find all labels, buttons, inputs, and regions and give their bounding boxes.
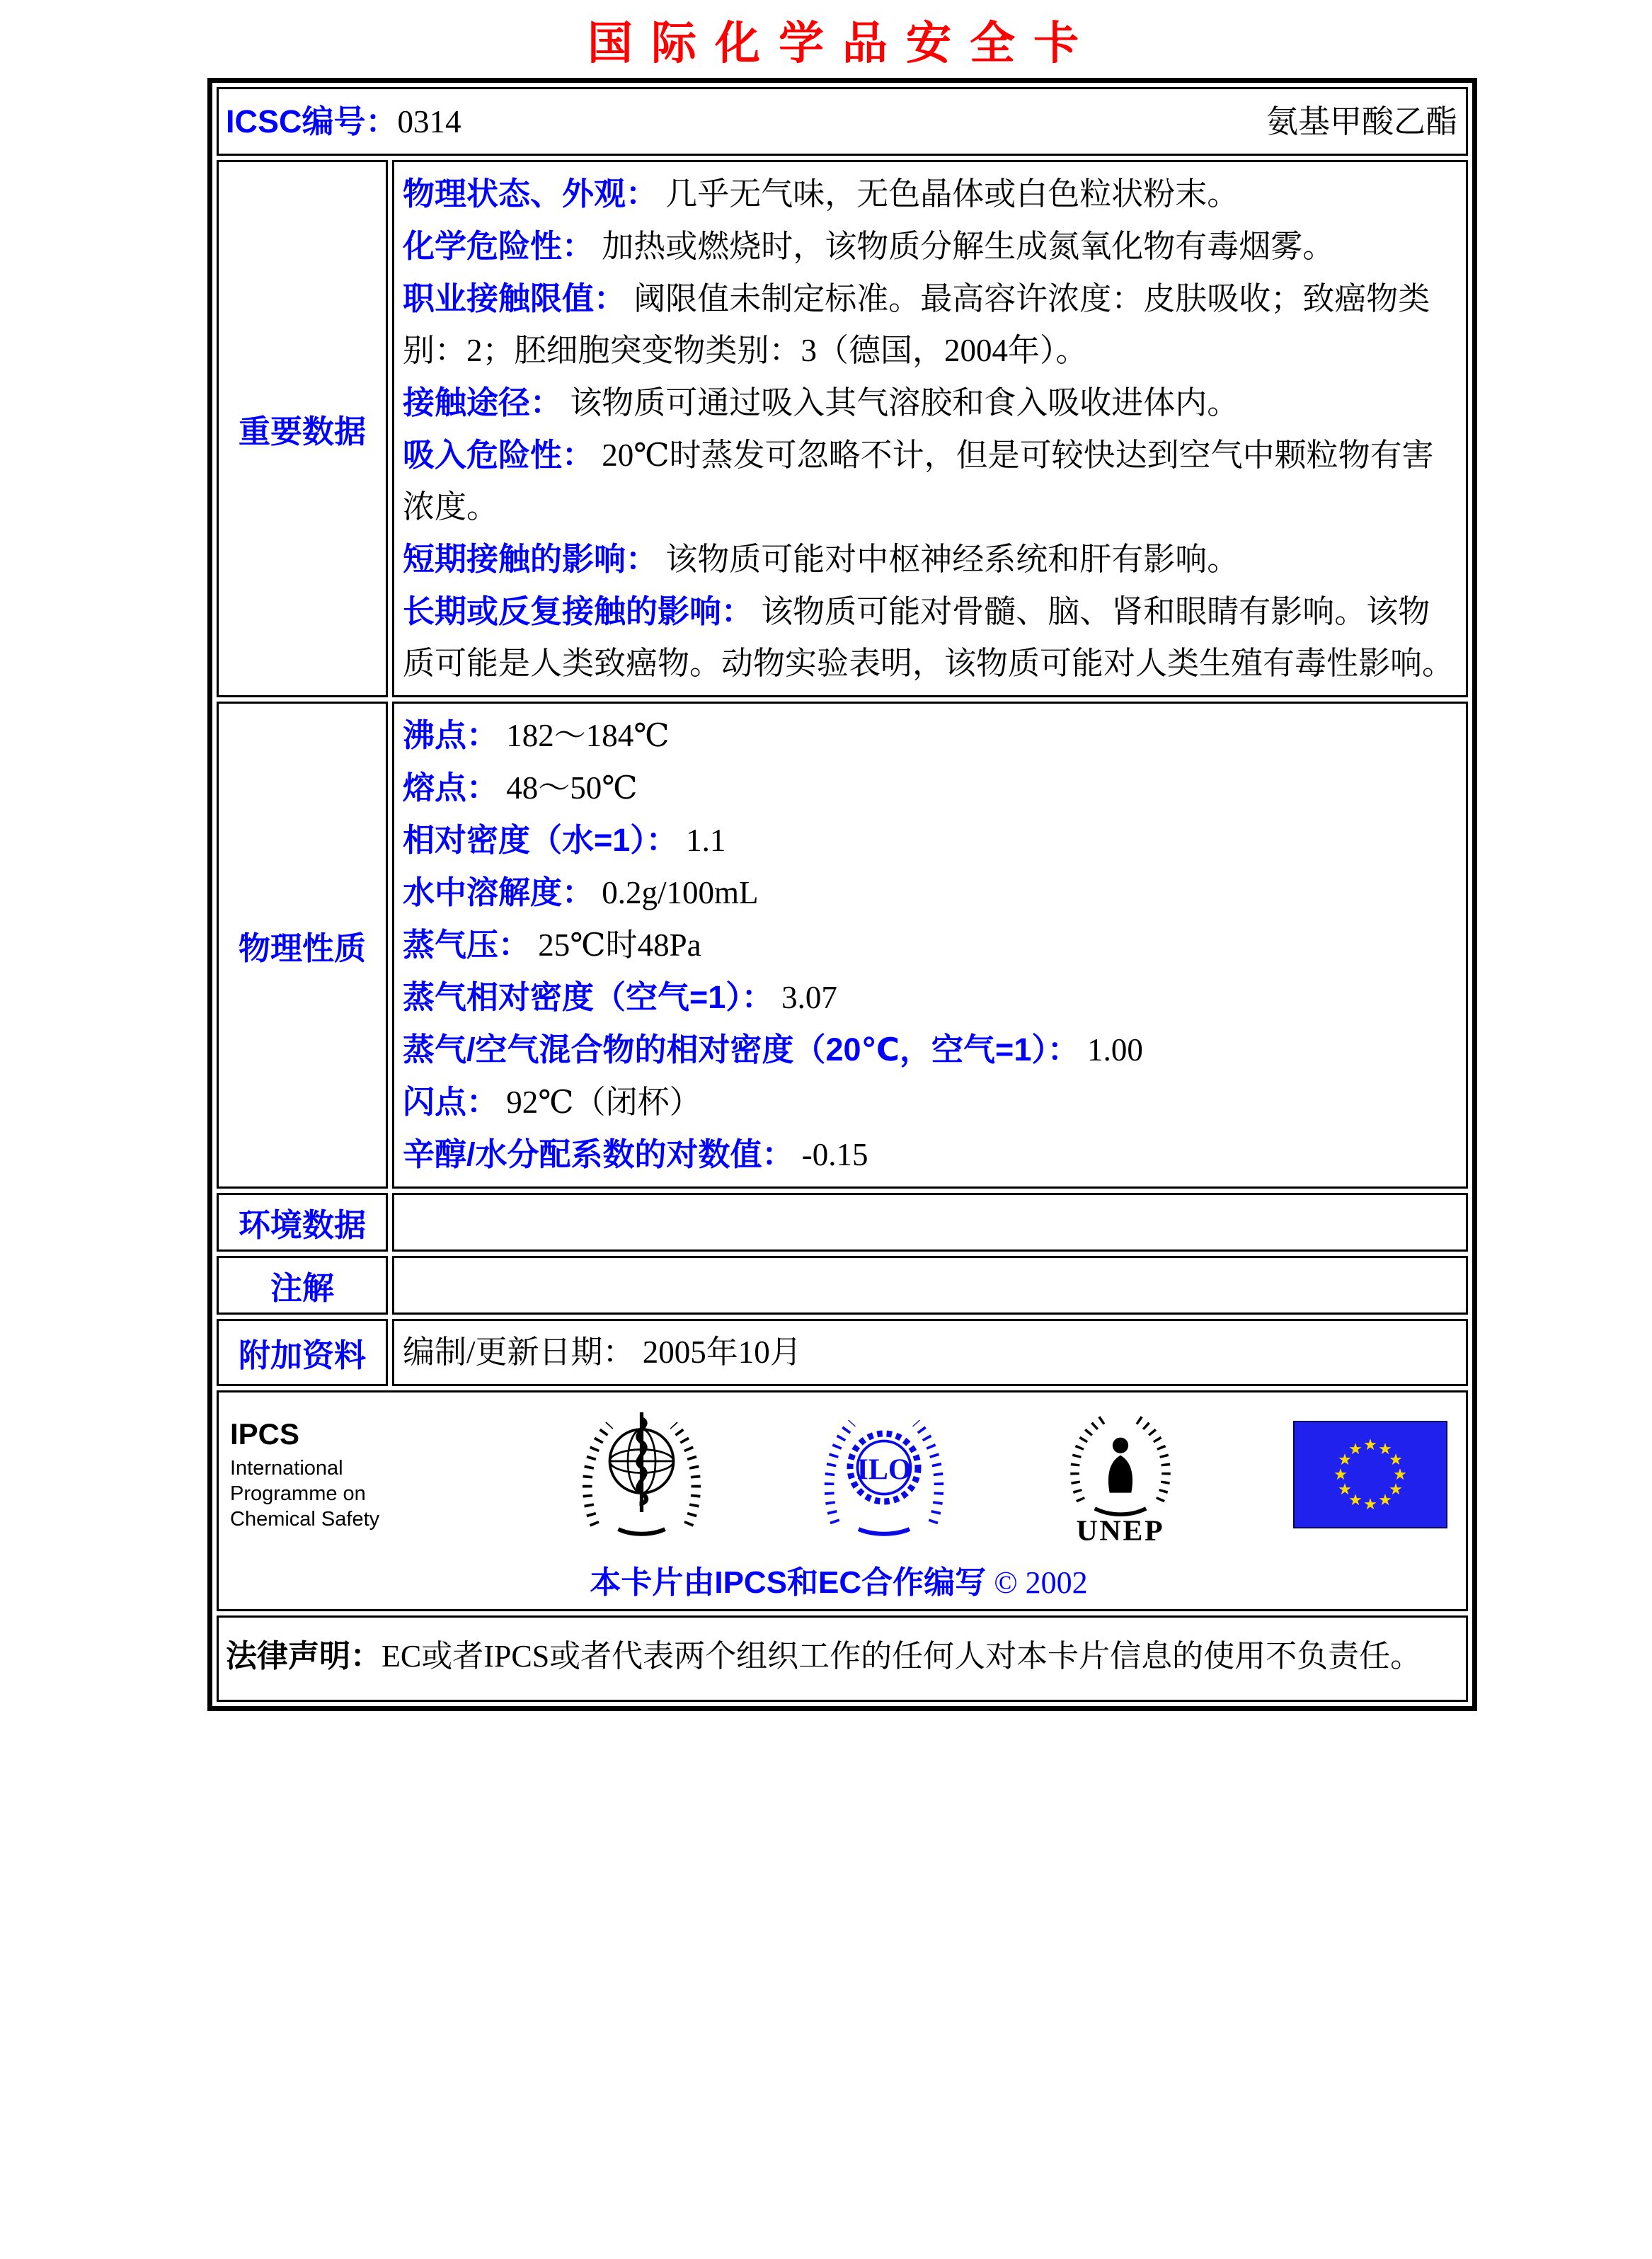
property-label: 物理状态、外观： <box>403 176 658 212</box>
svg-text:★: ★ <box>1389 1451 1403 1470</box>
property-value: 该物质可通过吸入其气溶胶和食入吸收进体内。 <box>570 385 1239 421</box>
property-value: 加热或燃烧时，该物质分解生成氮氧化物有毒烟雾。 <box>602 229 1335 265</box>
property-line <box>403 971 1456 1024</box>
legal-cell <box>217 1615 1468 1702</box>
section-label-additional-info: 附加资料 <box>217 1319 388 1386</box>
property-line <box>403 273 1456 377</box>
logo-strip <box>230 1404 1447 1545</box>
property-value: 48～50℃ <box>506 770 638 806</box>
property-line <box>403 168 1456 220</box>
important-data-content <box>392 160 1468 697</box>
property-label: 相对密度（水=1）： <box>403 822 678 859</box>
property-value: 该物质可能对骨髓、脑、肾和眼睛有影响。该物质可能是人类致癌物。动物实验表明，该物质可能对人类生殖有毒性影响。 <box>403 594 1455 682</box>
svg-text:★: ★ <box>1378 1441 1392 1459</box>
property-value: 20℃时蒸发可忽略不计，但是可较快达到空气中颗粒物有害浓度。 <box>403 437 1434 525</box>
ipcs-text-block <box>230 1417 464 1532</box>
property-label: 接触途径： <box>403 384 563 421</box>
physical-properties-row <box>217 702 1468 1189</box>
property-line <box>403 429 1456 533</box>
property-label: 蒸气/空气混合物的相对密度（20℃，空气=1）： <box>403 1031 1079 1068</box>
safety-card-table <box>207 78 1477 1710</box>
svg-text:★: ★ <box>1378 1492 1392 1510</box>
property-label: 熔点： <box>403 770 499 806</box>
property-line <box>403 585 1456 690</box>
ipcs-line-3: Chemical Safety <box>230 1508 380 1531</box>
property-line <box>403 814 1456 867</box>
property-line <box>403 867 1456 919</box>
unep-logo-text: UNEP <box>1076 1514 1165 1544</box>
property-label: 吸入危险性： <box>403 437 595 474</box>
svg-text:★: ★ <box>1348 1441 1363 1459</box>
section-label-environmental-data: 环境数据 <box>217 1193 388 1252</box>
property-value: 0.2g/100mL <box>602 875 759 911</box>
property-value: 几乎无气味，无色晶体或白色粒状粉末。 <box>665 176 1239 212</box>
property-line <box>403 220 1456 273</box>
property-label: 化学危险性： <box>403 228 595 265</box>
logos-cell <box>217 1390 1468 1611</box>
svg-text:★: ★ <box>1363 1436 1377 1455</box>
svg-text:★: ★ <box>1338 1481 1352 1499</box>
icsc-number-group <box>226 101 461 144</box>
legal-row <box>217 1615 1468 1702</box>
property-value: 3.07 <box>781 980 837 1016</box>
ipcs-line-2: Programme on <box>230 1482 366 1506</box>
property-value: 阈限值未制定标准。最高容许浓度：皮肤吸收；致癌物类别：2；胚细胞突变物类别：3（德国，2004年）。 <box>403 281 1430 369</box>
property-line <box>403 1128 1456 1181</box>
environmental-data-content <box>392 1193 1468 1252</box>
property-line <box>403 919 1456 971</box>
unep-logo-icon <box>1060 1406 1181 1544</box>
logos-row <box>217 1390 1468 1611</box>
ipcs-line-1: International <box>230 1457 343 1480</box>
svg-text:★: ★ <box>1348 1492 1363 1510</box>
property-label: 辛醇/水分配系数的对数值： <box>403 1136 794 1173</box>
property-value: 该物质可能对中枢神经系统和肝有影响。 <box>665 542 1239 578</box>
svg-text:★: ★ <box>1338 1451 1352 1470</box>
section-label-important-data: 重要数据 <box>217 160 388 697</box>
property-line <box>403 709 1456 762</box>
property-label: 短期接触的影响： <box>403 541 658 578</box>
property-line <box>403 533 1456 585</box>
property-value: 92℃（闭杯） <box>506 1085 701 1121</box>
notes-row <box>217 1256 1468 1315</box>
caption-line <box>230 1557 1447 1602</box>
caption-text: 本卡片由IPCS和EC合作编写 <box>590 1565 987 1601</box>
section-label-physical-properties: 物理性质 <box>217 702 388 1189</box>
svg-text:★: ★ <box>1389 1481 1403 1499</box>
property-line <box>403 762 1456 814</box>
header-row <box>217 87 1468 156</box>
property-value: 1.00 <box>1087 1032 1143 1068</box>
eu-flag-icon <box>1293 1421 1447 1528</box>
property-line <box>403 377 1456 429</box>
ilo-logo-text: ILO <box>856 1453 912 1487</box>
additional-info-row <box>217 1319 1468 1386</box>
property-label: 职业接触限值： <box>403 280 626 317</box>
property-label: 长期或反复接触的影响： <box>403 593 754 630</box>
icsc-number-label: ICSC编号： <box>226 103 398 140</box>
important-data-row <box>217 160 1468 697</box>
property-label: 沸点： <box>403 717 499 754</box>
property-value: 1.1 <box>686 823 726 859</box>
environmental-data-row <box>217 1193 1468 1252</box>
property-line <box>403 1327 1456 1378</box>
property-label: 蒸气压： <box>403 927 531 963</box>
legal-label: 法律声明： <box>226 1639 382 1674</box>
property-value: 2005年10月 <box>642 1334 802 1371</box>
icsc-number-value: 0314 <box>397 104 461 140</box>
icsc-page <box>0 18 1652 1711</box>
who-logo-icon <box>576 1406 707 1544</box>
physical-properties-content <box>392 702 1468 1189</box>
section-label-notes: 注解 <box>217 1256 388 1315</box>
property-value: -0.15 <box>801 1137 868 1173</box>
header-cell <box>217 87 1468 156</box>
page-title: 国际化学品安全卡 <box>587 18 1097 69</box>
property-label: 蒸气相对密度（空气=1）： <box>403 979 774 1016</box>
svg-text:★: ★ <box>1333 1466 1348 1485</box>
legal-text: EC或者IPCS或者代表两个组织工作的任何人对本卡片信息的使用不负责任。 <box>382 1639 1422 1674</box>
property-value: 182～184℃ <box>506 718 670 754</box>
ilo-logo-icon <box>820 1406 948 1544</box>
property-label: 水中溶解度： <box>403 874 595 911</box>
property-line <box>403 1024 1456 1076</box>
svg-text:★: ★ <box>1363 1496 1377 1514</box>
svg-text:★: ★ <box>1393 1466 1407 1485</box>
notes-content <box>392 1256 1468 1315</box>
property-label: 编制/更新日期： <box>403 1334 635 1371</box>
copyright-text: © 2002 <box>994 1565 1088 1601</box>
ipcs-abbr: IPCS <box>230 1417 300 1451</box>
additional-info-content <box>392 1319 1468 1386</box>
property-line <box>403 1076 1456 1128</box>
property-label: 闪点： <box>403 1084 499 1121</box>
chemical-name: 氨基甲酸乙酯 <box>1266 104 1457 140</box>
property-value: 25℃时48Pa <box>538 927 701 963</box>
